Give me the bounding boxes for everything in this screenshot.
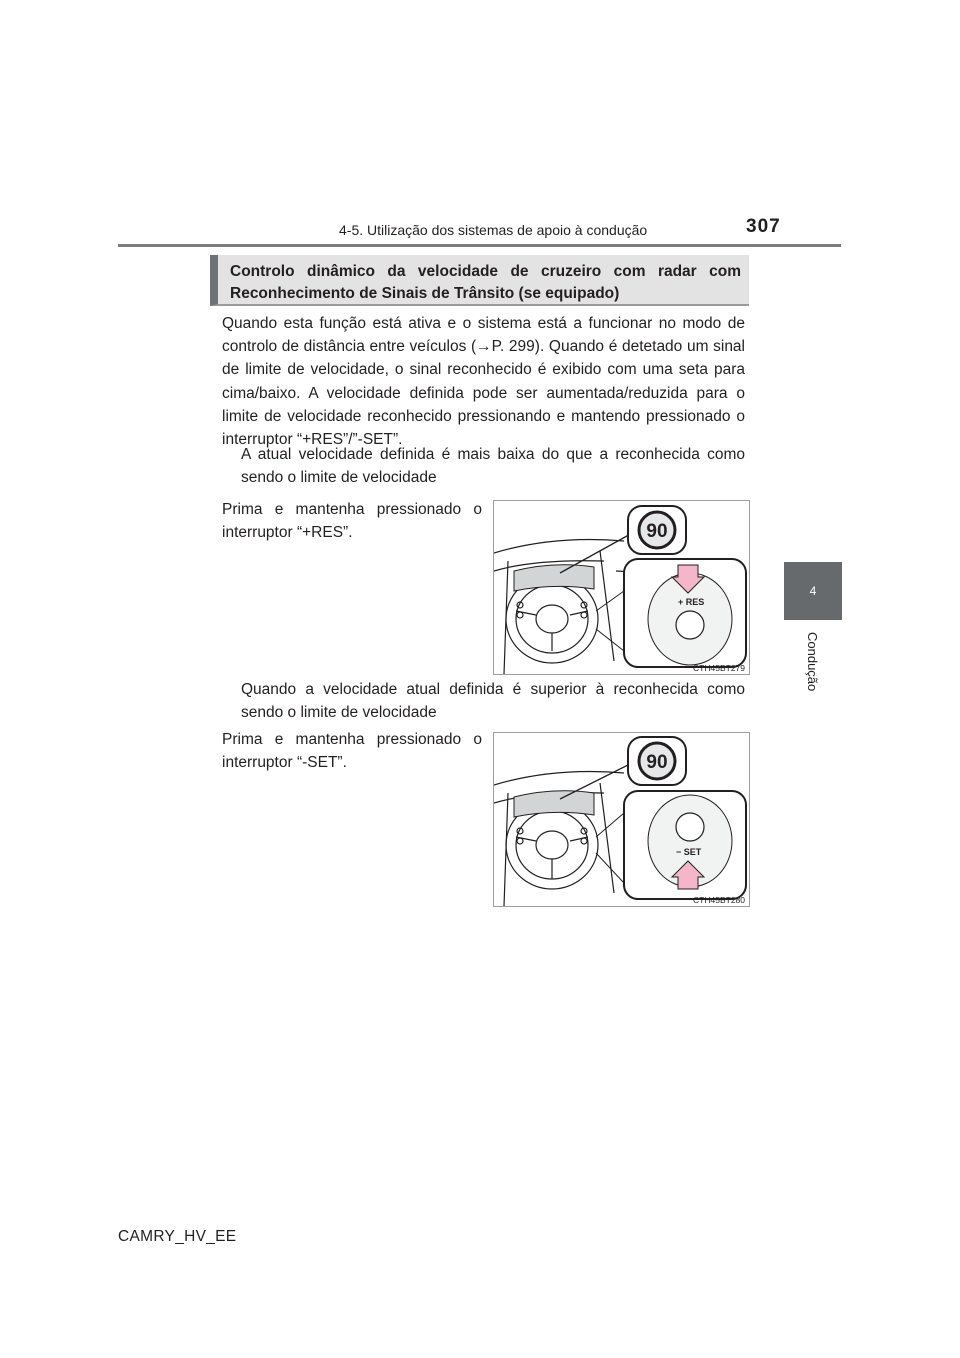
case1-instruction: Prima e mantenha pressionado o interruptor “+RES”. — [222, 501, 482, 542]
figure-code: CTH45BT279 — [693, 663, 745, 673]
footer-model: CAMRY_HV_EE — [118, 1228, 237, 1245]
case2-title: Quando a velocidade atual definida é superior à reconhecida como sendo o limite de velocidade — [241, 681, 745, 722]
speed-sign-value: 90 — [646, 521, 668, 542]
chapter-tab[interactable] — [784, 562, 842, 620]
figure-res — [493, 500, 750, 675]
page-number: 307 — [746, 216, 781, 237]
section-header — [210, 255, 749, 306]
case2-instruction: Prima e mantenha pressionado o interruptor “-SET”. — [222, 731, 482, 772]
section-title: Controlo dinâmico da velocidade de cruzeiro com radar com Reconhecimento de Sinais de Trânsito (se equipado) — [230, 263, 741, 302]
figure-set — [493, 732, 750, 907]
chapter-label: Condução — [805, 632, 820, 692]
case1-title: A atual velocidade definida é mais baixa do que a reconhecida como sendo o limite de velocidade — [241, 446, 745, 487]
intro-paragraph: Quando esta função está ativa e o sistema está a funcionar no modo de controlo de distância entre veículos (→P. 299). Quando é detetado um sinal de limite de velocidade, o sinal reconhecido é exibido com uma seta para cima/baixo. A velocidade definida pode ser aumentada/reduzida para o limite de velocidade reconhecido pressionando e mantendo pressionado o interruptor “+RES”/”-SET”. — [222, 315, 745, 449]
steering-switch-illustration — [494, 733, 749, 906]
figure-code: CTH45BT280 — [693, 895, 745, 905]
switch-label-res: + RES — [678, 597, 705, 607]
speed-sign-value: 90 — [646, 752, 668, 773]
header-title: 4-5. Utilização dos sistemas de apoio à condução — [339, 222, 648, 238]
switch-label-set: − SET — [676, 847, 702, 857]
steering-switch-illustration — [494, 501, 749, 674]
chapter-number: 4 — [809, 584, 817, 598]
header-rule — [118, 244, 841, 247]
